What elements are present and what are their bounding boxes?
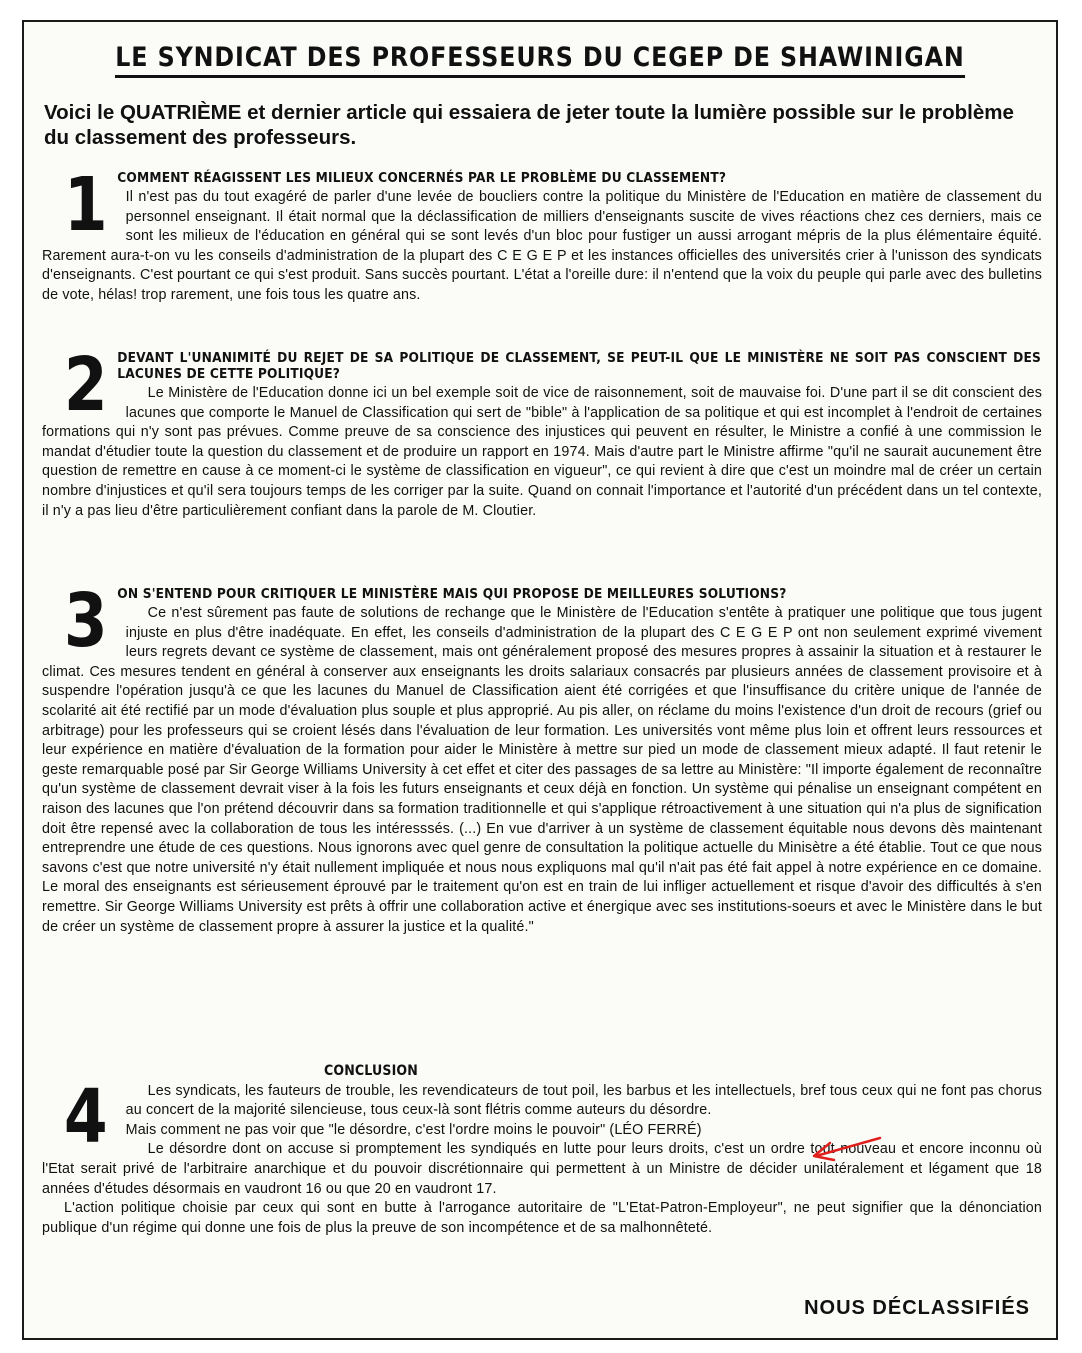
red-arrow-icon bbox=[808, 1134, 884, 1164]
section-heading: ON S'ENTEND POUR CRITIQUER LE MINISTÈRE MAIS QUI PROPOSE DE MEILLEURES SOLUTIONS? bbox=[117, 586, 787, 602]
quote-paragraph: Mais comment ne pas voir que "le désordre, c'est l'ordre moins le pouvoir" (LÉO FERRÉ) bbox=[125, 1121, 702, 1138]
article-title-text: LE SYNDICAT DES PROFESSEURS DU CEGEP DE SHAWINIGAN bbox=[115, 42, 964, 78]
section-heading: DEVANT L'UNANIMITÉ DU REJET DE SA POLITIQUE DE CLASSEMENT, SE PEUT-IL QUE LE MINISTÈRE NE SOIT PAS CONSCIENT DES LACUNES DE CETTE POLITIQUE? bbox=[117, 350, 1042, 382]
article-title bbox=[86, 42, 994, 73]
conclusion-heading: CONCLUSION bbox=[324, 1063, 418, 1079]
section-paragraph: Il n'est pas du tout exagéré de parler d'une levée de boucliers contre la politique du Ministère de l'Education en matière de classement du personnel enseignant. Il était normal que la déclassification de milliers d'enseignants suscite de vives réactions chez ces derniers, mais ce sont les milieux de l'éducation en général qui se sont levés d'un bloc pour fustiger un aussi arrogant mépris de la plus élémentaire équité. Rarement aura-t-on vu les conseils d'administration de la plupart des C E G E P et les instances officielles des universités crier à l'unisson des syndicats d'enseignants. C'est pourtant ce qui s'est produit. Sans succès pourtant. L'état a l'oreille dure: il n'entend que la voix du peuple qui parle avec des bulletins de vote, hélas! trop rarement, une fois tous les quatre ans. bbox=[42, 189, 1042, 303]
section-paragraph: Le désordre dont on accuse si promptement les syndiqués en lutte pour leurs droits, c'est un ordre tout nouveau et encore inconnu où l'Etat serait privé de l'arbitraire anarchique et du pouvoir discrétionnaire qui permettent à un Ministre de décider unilatéralement et légament que 18 années d'études désormais en vaudront 16 ou que 20 en vaudront 17. bbox=[42, 1141, 1042, 1197]
section-paragraph: Le Ministère de l'Education donne ici un bel exemple soit de vice de raisonnement, soit de mauvaise foi. D'une part il se dit conscient des lacunes que comporte le Manuel de Classification qui sert de "bible" à l'application de sa politique et qui est incomplet à l'endroit de certaines formations qui n'y sont pas prévues. Comme preuve de sa conscience des injustices qui peuvent en résulter, le Ministre a confié à une commission le mandat d'étudier toute la question du classement et de produire un rapport en 1974. Mais d'autre part le Ministre affirme "qu'il ne saurait aucunement être question de remettre en cause à ce moment-ci le système de classification en vigueur", ce qui revient à dire que c'est un moindre mal de créer un certain nombre d'injustices et qu'il sera toujours temps de les corriger par la suite. Quand on connait l'importance et l'autorité d'un précédent dans un tel contexte, il n'y a pas lieu d'être particulièrement confiant dans la parole de M. Cloutier. bbox=[42, 385, 1042, 519]
section-number: 1 bbox=[63, 162, 108, 248]
section-number: 3 bbox=[63, 578, 108, 664]
section-paragraph: Ce n'est sûrement pas faute de solutions de rechange que le Ministère de l'Education s'entête à pratiquer une politique que tous jugent injuste en plus d'être inadéquate. En effet, les conseils d'administration de la plupart des C E G E P ont non seulement exprimé vivement leurs regrets devant ce système de classement, mais ont généralement proposé des mesures propres à assainir la situation et à restaurer le climat. Ces mesures tendent en général à conserver aux enseignants les droits salariaux consacrés par plusieurs années de classement provisoire et à suspendre l'opération jusqu'à ce que les lacunes du Manuel de Classification aient été corrigées et que l'insuffisance du critère unique de l'année de scolarité ait été rectifié par un mode d'évaluation plus souple et plus approprié. Au pis aller, on réclame du moins l'existence d'un droit de recours (grief ou arbitrage) pour les professeurs qui se croient lésés dans l'évaluation de leur formation. Les universités vont même plus loin et offrent leurs ressources et leur expérience en matière d'évaluation de la formation pour aider le Ministère à mettre sur pied un mode de classement mieux adapté. Il faut retenir le geste remarquable posé par Sir George Williams University à cet effet et citer des passages de sa lettre au Ministère: "Il importe également de reconnaître qu'un système de classement devrait viser à la fois les futurs enseignants et ceux déjà en fonction. Un système qui pénalise un enseignant compétent en raison des lacunes que l'on prétend découvrir dans sa formation traditionnelle et qui s'applique rétroactivement à une situation qui n'a plus de signification doit être repensé avec la collaboration de tous les intéresssés. (...) En vue d'arriver à un système de classement équitable nous devons dès maintenant entreprendre une étude de ces questions. Nous ignorons avec quel genre de consultation la politique actuelle du Minisètre a été établie. Tout ce que nous savons c'est que notre université n'y était nullement impliquée et nous nous expliquons mal qu'il n'ait pas été fait appel à notre expérience en ce domaine. Le moral des enseignants est sérieusement éprouvé par le traitement qu'on est en train de lui infliger actuellement et risque d'avoir des difficultés à s'en remettre. Sir George Williams University est prêts à offrir une collaboration active et énergique avec ses institutions-soeurs et avec le Ministère dans le but de créer un système de classement propre à assurer la justice et la qualité." bbox=[42, 605, 1042, 935]
article-frame bbox=[22, 20, 1058, 1340]
section-paragraph: Les syndicats, les fauteurs de trouble, les revendicateurs de tout poil, les barbus et les intellectuels, bref tous ceux qui ne font pas chorus au concert de la majorité silencieuse, tous ceux-là sont flétris comme auteurs du désordre. bbox=[125, 1082, 1042, 1119]
section-3 bbox=[42, 578, 1042, 937]
signature: NOUS DÉCLASSIFIÉS bbox=[804, 1297, 1030, 1319]
section-1 bbox=[42, 162, 1042, 306]
section-2 bbox=[42, 342, 1042, 521]
intro-text: Voici le QUATRIÈME et dernier article qui essaiera de jeter toute la lumière possible sur le problème du classement des professeurs. bbox=[44, 101, 1014, 149]
section-4 bbox=[42, 1062, 1042, 1238]
section-heading: COMMENT RÉAGISSENT LES MILIEUX CONCERNÉS PAR LE PROBLÈME DU CLASSEMENT? bbox=[117, 170, 727, 186]
section-paragraph: L'action politique choisie par ceux qui sont en butte à l'arrogance autoritaire de "L'Etat-Patron-Employeur", ne peut signifier que la dénonciation publique d'un régime qui donne une fois de plus la preuve de son incompétence et de sa malhonnêteté. bbox=[42, 1200, 1042, 1236]
section-number: 2 bbox=[63, 342, 108, 428]
section-number: 4 bbox=[63, 1073, 108, 1160]
